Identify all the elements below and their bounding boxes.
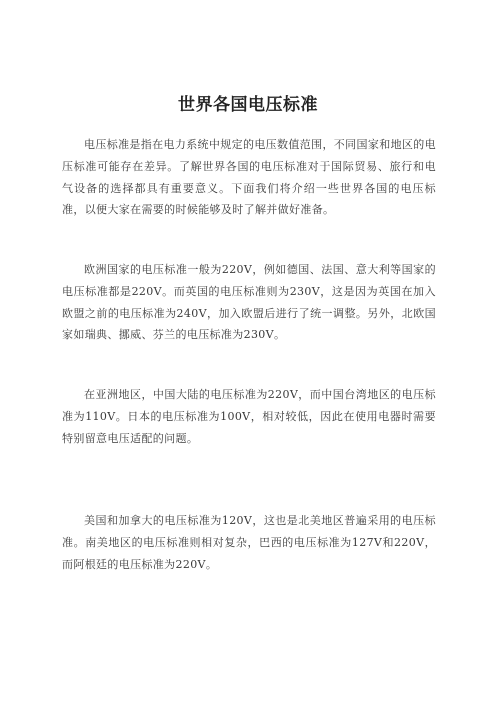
paragraph-asia: 在亚洲地区，中国大陆的电压标准为220V，而中国台湾地区的电压标准为110V。日本的电压标准为100V，相对较低，因此在使用电器时需要特别留意电压适配的问题。 bbox=[62, 388, 436, 445]
document-title: 世界各国电压标准 bbox=[178, 95, 318, 116]
paragraph-intro: 电压标准是指在电力系统中规定的电压数值范围，不同国家和地区的电压标准可能存在差异。了解世界各国的电压标准对于国际贸易、旅行和电气设备的选择都具有重要意义。下面我们将介绍一些世界各国的电压标准，以便大家在需要的时候能够及时了解并做好准备。 bbox=[62, 138, 436, 217]
paragraph-americas: 美国和加拿大的电压标准为120V，这也是北美地区普遍采用的电压标准。南美地区的电压标准则相对复杂，巴西的电压标准为127V和220V，而阿根廷的电压标准为220V。 bbox=[62, 514, 436, 571]
paragraph-europe: 欧洲国家的电压标准一般为220V，例如德国、法国、意大利等国家的电压标准都是220V。而英国的电压标准则为230V，这是因为英国在加入欧盟之前的电压标准为240V，加入欧盟后进行了统一调整。另外，北欧国家如瑞典、挪威、芬兰的电压标准为230V。 bbox=[62, 263, 436, 342]
